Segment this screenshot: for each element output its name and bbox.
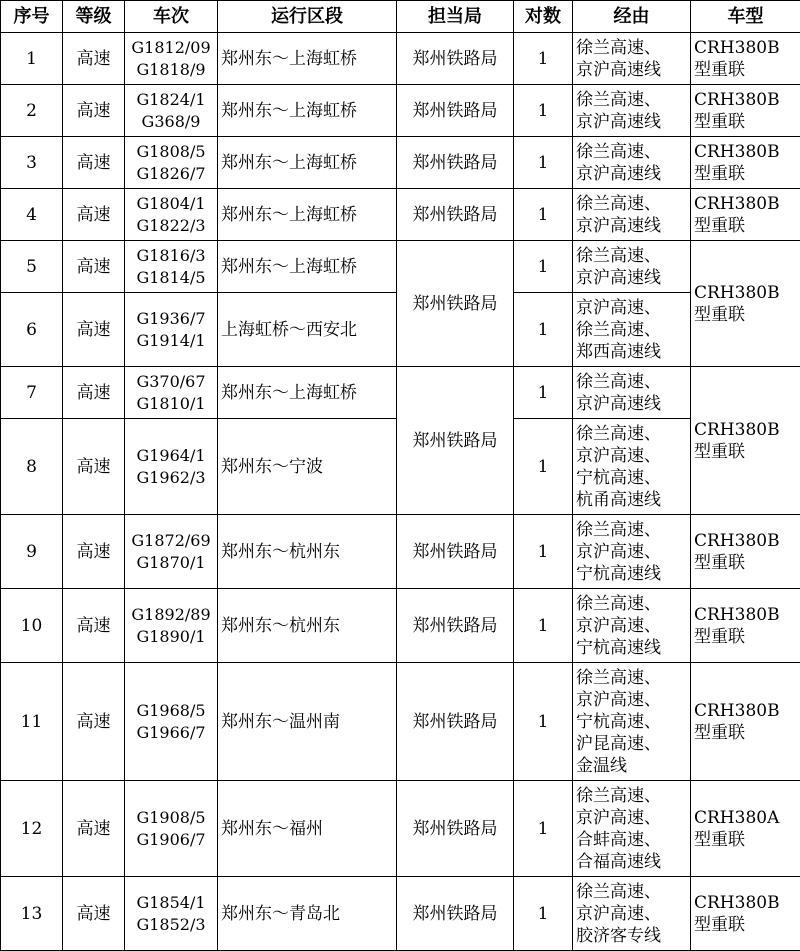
grade-cell: 高速 [63,85,125,137]
model-suffix: 型重联 [694,829,797,851]
serial-no-cell: 3 [1,137,63,189]
via-line: 京沪高速线 [576,163,687,185]
model-suffix: 型重联 [694,626,797,648]
via-lines-cell [573,189,691,241]
via-line: 京沪高速、 [576,297,687,319]
via-lines-cell [573,877,691,951]
via-lines-cell [573,663,691,781]
via-line: 宁杭高速、 [576,711,687,733]
model-suffix: 型重联 [694,441,797,463]
pair-count-cell: 1 [514,241,573,293]
via-line: 京沪高速线 [576,393,687,415]
grade-cell: 高速 [63,33,125,85]
grade-cell: 高速 [63,781,125,877]
via-line: 沪昆高速、 [576,733,687,755]
via-line: 京沪高速线 [576,59,687,81]
header-operating-bureau: 担当局 [397,1,514,33]
via-line: 徐兰高速、 [576,785,687,807]
train-number: G1812/09 [128,37,214,59]
train-number: G1892/89 [128,604,214,626]
grade-cell: 高速 [63,877,125,951]
operating-bureau-cell: 郑州铁路局 [397,189,514,241]
table-row [1,663,800,781]
pair-count-cell: 1 [514,663,573,781]
grade-cell: 高速 [63,293,125,367]
model-name: CRH380B [694,37,797,59]
train-numbers-cell [125,781,218,877]
train-number: G1968/5 [128,700,214,722]
grade-cell: 高速 [63,189,125,241]
via-line: 宁杭高速线 [576,563,687,585]
via-line: 徐兰高速、 [576,37,687,59]
train-model-cell [691,85,800,137]
table-row [1,33,800,85]
operating-bureau-cell: 郑州铁路局 [397,781,514,877]
via-line: 合福高速线 [576,851,687,873]
via-line: 京沪高速、 [576,903,687,925]
train-number: G370/67 [128,371,214,393]
train-numbers-cell [125,877,218,951]
header-via-lines: 经由 [573,1,691,33]
serial-no-cell: 2 [1,85,63,137]
train-number: G1906/7 [128,829,214,851]
model-name: CRH380B [694,892,797,914]
route-section-cell: 郑州东～杭州东 [218,589,397,663]
grade-cell: 高速 [63,137,125,189]
grade-cell: 高速 [63,515,125,589]
train-number: G1966/7 [128,722,214,744]
model-name: CRH380B [694,89,797,111]
train-model-cell [691,877,800,951]
train-numbers-cell [125,589,218,663]
serial-no-cell: 8 [1,419,63,515]
header-serial-no: 序号 [1,1,63,33]
header-row [1,1,800,33]
model-name: CRH380B [694,282,797,304]
via-lines-cell [573,419,691,515]
train-number: G1870/1 [128,552,214,574]
route-section-cell: 郑州东～上海虹桥 [218,189,397,241]
serial-no-cell: 10 [1,589,63,663]
header-train-numbers: 车次 [125,1,218,33]
table-row [1,589,800,663]
table-row [1,85,800,137]
via-line: 徐兰高速、 [576,245,687,267]
train-model-cell [691,189,800,241]
via-lines-cell [573,293,691,367]
table-row [1,189,800,241]
via-lines-cell [573,137,691,189]
serial-no-cell: 9 [1,515,63,589]
grade-cell: 高速 [63,367,125,419]
train-numbers-cell [125,33,218,85]
table-header [1,1,800,33]
model-name: CRH380B [694,530,797,552]
route-section-cell: 郑州东～上海虹桥 [218,367,397,419]
via-line: 杭甬高速线 [576,489,687,511]
model-suffix: 型重联 [694,59,797,81]
serial-no-cell: 6 [1,293,63,367]
route-section-cell: 郑州东～温州南 [218,663,397,781]
route-section-cell: 郑州东～上海虹桥 [218,137,397,189]
via-lines-cell [573,367,691,419]
serial-no-cell: 11 [1,663,63,781]
table-row [1,515,800,589]
grade-cell: 高速 [63,241,125,293]
train-model-cell [691,663,800,781]
model-suffix: 型重联 [694,722,797,744]
pair-count-cell: 1 [514,189,573,241]
via-line: 徐兰高速、 [576,371,687,393]
via-lines-cell [573,515,691,589]
train-numbers-cell [125,293,218,367]
header-grade: 等级 [63,1,125,33]
pair-count-cell: 1 [514,515,573,589]
route-section-cell: 郑州东～青岛北 [218,877,397,951]
via-lines-cell [573,85,691,137]
via-line: 徐兰高速、 [576,667,687,689]
pair-count-cell: 1 [514,85,573,137]
serial-no-cell: 5 [1,241,63,293]
train-model-cell [691,589,800,663]
model-suffix: 型重联 [694,552,797,574]
train-number: G1914/1 [128,330,214,352]
model-name: CRH380B [694,419,797,441]
table-row [1,877,800,951]
operating-bureau-cell: 郑州铁路局 [397,367,514,515]
train-number: G1818/9 [128,59,214,81]
operating-bureau-cell: 郑州铁路局 [397,241,514,367]
via-line: 徐兰高速、 [576,141,687,163]
via-line: 金温线 [576,755,687,777]
via-line: 京沪高速、 [576,689,687,711]
model-suffix: 型重联 [694,914,797,936]
model-name: CRH380B [694,700,797,722]
serial-no-cell: 4 [1,189,63,241]
serial-no-cell: 13 [1,877,63,951]
train-number: G1826/7 [128,163,214,185]
train-model-cell [691,367,800,515]
train-numbers-cell [125,419,218,515]
train-number: G1890/1 [128,626,214,648]
train-model-cell [691,33,800,85]
train-number: G1808/5 [128,141,214,163]
train-numbers-cell [125,85,218,137]
via-line: 京沪高速、 [576,615,687,637]
train-number: G1936/7 [128,308,214,330]
serial-no-cell: 12 [1,781,63,877]
train-number: G1804/1 [128,193,214,215]
model-name: CRH380B [694,604,797,626]
pair-count-cell: 1 [514,419,573,515]
via-lines-cell [573,781,691,877]
grade-cell: 高速 [63,663,125,781]
via-lines-cell [573,33,691,85]
route-section-cell: 郑州东～上海虹桥 [218,241,397,293]
header-route-section: 运行区段 [218,1,397,33]
train-number: G1964/1 [128,445,214,467]
pair-count-cell: 1 [514,33,573,85]
train-model-cell [691,241,800,367]
operating-bureau-cell: 郑州铁路局 [397,137,514,189]
train-numbers-cell [125,241,218,293]
via-line: 徐兰高速、 [576,423,687,445]
table-row [1,781,800,877]
train-model-cell [691,781,800,877]
table-row [1,137,800,189]
serial-no-cell: 1 [1,33,63,85]
train-number: G1810/1 [128,393,214,415]
train-number: G1854/1 [128,892,214,914]
route-section-cell: 上海虹桥～西安北 [218,293,397,367]
train-number: G368/9 [128,111,214,133]
via-line: 胶济客专线 [576,925,687,947]
train-numbers-cell [125,663,218,781]
train-model-cell [691,515,800,589]
pair-count-cell: 1 [514,293,573,367]
header-pair-count: 对数 [514,1,573,33]
train-number: G1962/3 [128,467,214,489]
pair-count-cell: 1 [514,367,573,419]
via-line: 徐兰高速、 [576,519,687,541]
via-line: 郑西高速线 [576,341,687,363]
model-suffix: 型重联 [694,111,797,133]
train-numbers-cell [125,515,218,589]
via-line: 京沪高速、 [576,445,687,467]
pair-count-cell: 1 [514,877,573,951]
train-numbers-cell [125,367,218,419]
route-section-cell: 郑州东～杭州东 [218,515,397,589]
via-line: 徐兰高速、 [576,89,687,111]
model-suffix: 型重联 [694,304,797,326]
train-number: G1908/5 [128,807,214,829]
train-number: G1814/5 [128,267,214,289]
table-body [1,33,800,951]
train-number: G1816/3 [128,245,214,267]
model-suffix: 型重联 [694,163,797,185]
route-section-cell: 郑州东～宁波 [218,419,397,515]
train-model-cell [691,137,800,189]
operating-bureau-cell: 郑州铁路局 [397,85,514,137]
grade-cell: 高速 [63,419,125,515]
pair-count-cell: 1 [514,137,573,189]
via-lines-cell [573,241,691,293]
operating-bureau-cell: 郑州铁路局 [397,663,514,781]
model-name: CRH380B [694,141,797,163]
via-line: 京沪高速、 [576,807,687,829]
pair-count-cell: 1 [514,781,573,877]
header-train-model: 车型 [691,1,800,33]
model-name: CRH380B [694,193,797,215]
route-section-cell: 郑州东～福州 [218,781,397,877]
train-numbers-cell [125,189,218,241]
via-line: 宁杭高速、 [576,467,687,489]
via-line: 宁杭高速线 [576,637,687,659]
table-row [1,241,800,293]
model-suffix: 型重联 [694,215,797,237]
train-number: G1872/69 [128,530,214,552]
via-line: 合蚌高速、 [576,829,687,851]
train-number: G1824/1 [128,89,214,111]
grade-cell: 高速 [63,589,125,663]
via-line: 京沪高速线 [576,111,687,133]
train-numbers-cell [125,137,218,189]
train-number: G1852/3 [128,914,214,936]
pair-count-cell: 1 [514,589,573,663]
via-line: 京沪高速线 [576,267,687,289]
via-lines-cell [573,589,691,663]
via-line: 徐兰高速、 [576,193,687,215]
table-row [1,367,800,419]
route-section-cell: 郑州东～上海虹桥 [218,33,397,85]
via-line: 徐兰高速、 [576,881,687,903]
via-line: 徐兰高速、 [576,319,687,341]
train-number: G1822/3 [128,215,214,237]
via-line: 京沪高速、 [576,541,687,563]
operating-bureau-cell: 郑州铁路局 [397,515,514,589]
model-name: CRH380A [694,807,797,829]
operating-bureau-cell: 郑州铁路局 [397,877,514,951]
via-line: 徐兰高速、 [576,593,687,615]
operating-bureau-cell: 郑州铁路局 [397,589,514,663]
route-section-cell: 郑州东～上海虹桥 [218,85,397,137]
serial-no-cell: 7 [1,367,63,419]
via-line: 京沪高速线 [576,215,687,237]
operating-bureau-cell: 郑州铁路局 [397,33,514,85]
